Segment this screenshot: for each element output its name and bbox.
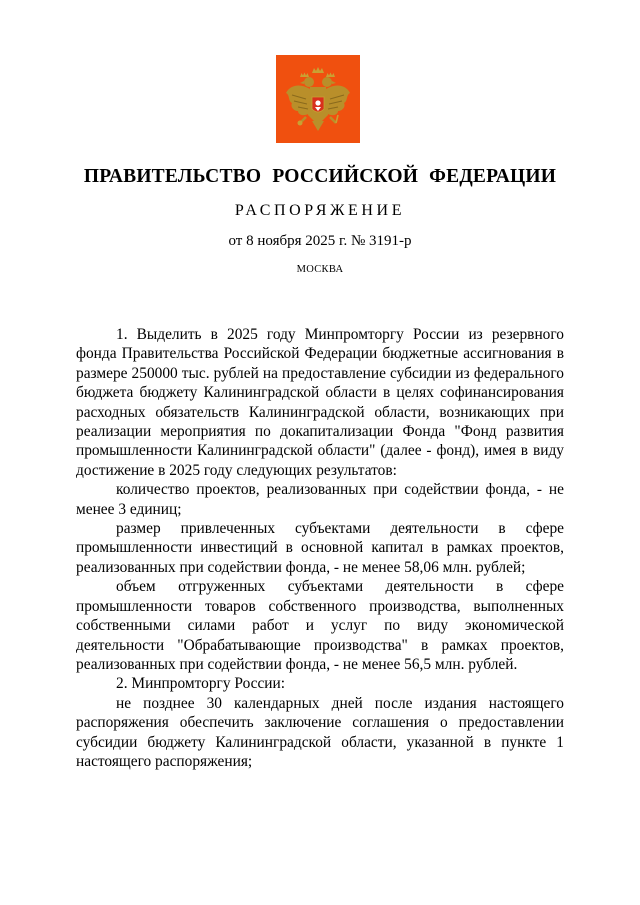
document-type: РАСПОРЯЖЕНИЕ	[234, 202, 406, 219]
paragraph-2-item: не позднее 30 календарных дней после издания настоящего распоряжения обеспечить заключение соглашения о предоставлении субсидии бюджету Калининградской области, указанной в пункте 1 настоящего распоряжения;	[76, 694, 564, 770]
paragraph-result-1: количество проектов, реализованных при содействии фонда, - не менее 3 единиц;	[76, 481, 564, 518]
document-body	[76, 325, 564, 771]
document-city: МОСКВА	[296, 264, 344, 275]
double-headed-eagle-icon	[276, 55, 360, 143]
paragraph-2: 2. Минпромторгу России:	[116, 675, 286, 693]
government-title: ПРАВИТЕЛЬСТВО РОССИЙСКОЙ ФЕДЕРАЦИИ	[83, 166, 557, 187]
document-date-number: от 8 ноября 2025 г. № 3191-р	[228, 233, 412, 249]
paragraph-1: 1. Выделить в 2025 году Минпромторгу России из резервного фонда Правительства Российской Федерации бюджетные ассигнования в размере 250000 тыс. рублей на предоставление субсидии из федерального бюджета бюджету Калининградской области в целях софинансирования расходных обязательств Калининградской области, возникающих при реализации мероприятия по докапитализации Фонда "Фонд развития промышленности Калининградской области" (далее - фонд), имея в виду достижение в 2025 году следующих результатов:	[76, 326, 564, 479]
paragraph-result-3: объем отгруженных субъектами деятельности в сфере промышленности товаров собственного производства, выполненных собственными силами работ и услуг по виду экономической деятельности "Обрабатывающие производства" в рамках проектов, реализованных при содействии фонда, - не менее 56,5 млн. рублей.	[76, 578, 564, 673]
paragraph-result-2: размер привлеченных субъектами деятельности в сфере промышленности инвестиций в основной капитал в рамках проектов, реализованных при содействии фонда, - не менее 58,06 млн. рублей;	[76, 520, 564, 576]
coat-of-arms-emblem	[276, 55, 360, 143]
